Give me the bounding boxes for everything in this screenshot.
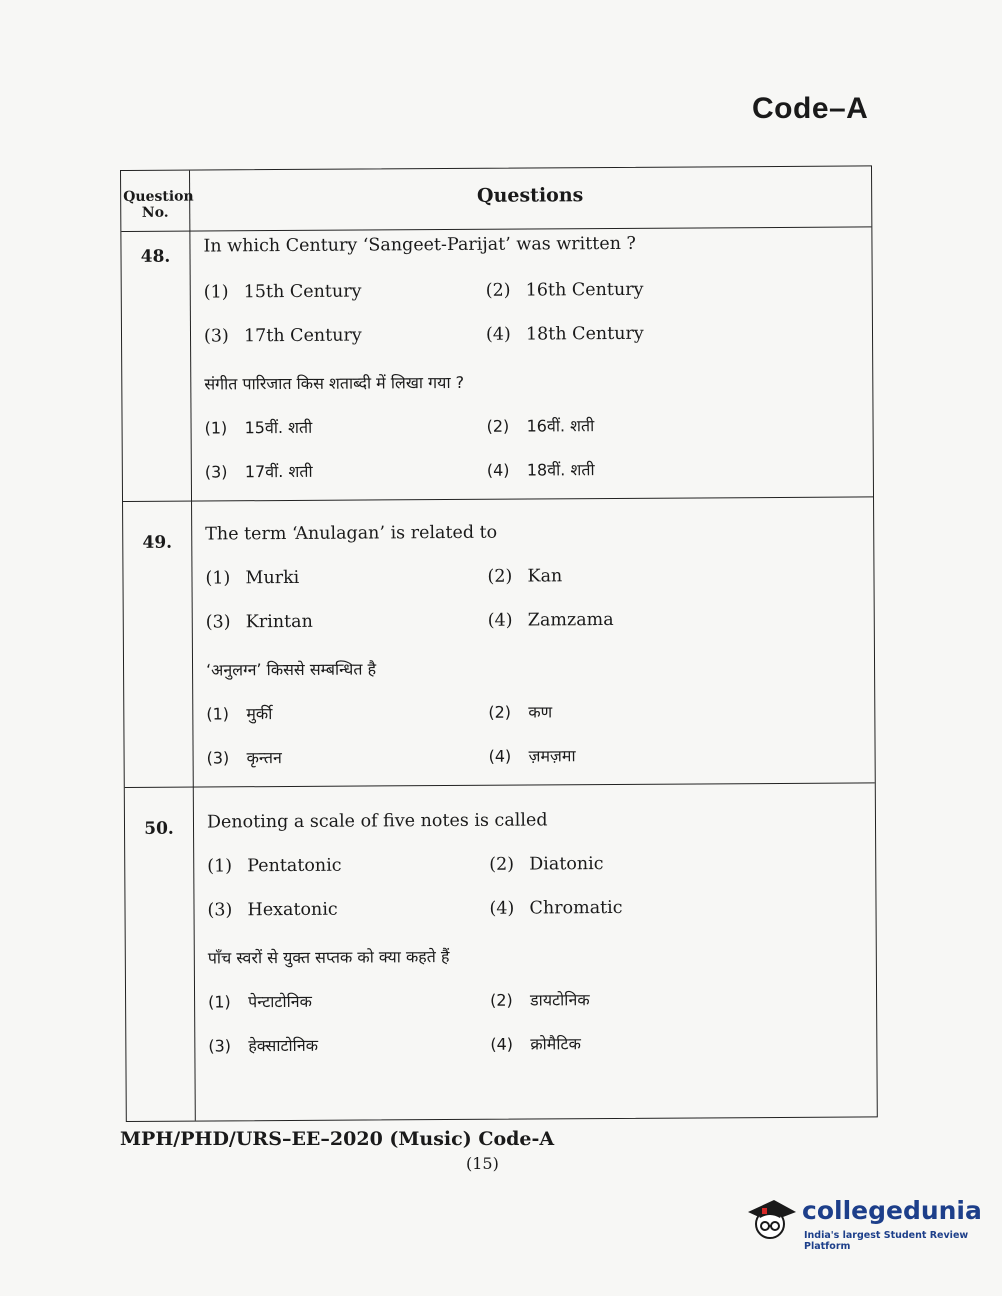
- question-stem-hi: ‘अनुलग्न’ किससे सम्बन्धित है: [205, 659, 377, 680]
- question-number: 48.: [140, 246, 171, 267]
- option-3-en: (3) Krintan: [205, 611, 313, 633]
- option-3-hi: (3) कृन्तन: [206, 748, 282, 768]
- question-stem-en: Denoting a scale of five notes is called: [206, 810, 548, 833]
- logo-name: collegedunia: [802, 1196, 982, 1225]
- option-3-hi: (3) हेक्साटोनिक: [208, 1035, 319, 1056]
- question-number: 50.: [144, 818, 174, 839]
- question-number: 49.: [142, 532, 173, 553]
- option-4-hi: (4) क्रोमैटिक: [490, 1034, 581, 1054]
- option-3-en: (3) Hexatonic: [207, 899, 338, 921]
- question-stem-hi: संगीत पारिजात किस शताब्दी में लिखा गया ?: [204, 372, 465, 394]
- option-1-hi: (1) पेन्टाटोनिक: [208, 991, 312, 1012]
- option-1-hi: (1) 15वीं. शती: [204, 417, 313, 438]
- option-3-en: (3) 17th Century: [203, 325, 362, 347]
- header-question-no: Question No.: [123, 188, 194, 221]
- code-label: Code–A: [752, 92, 869, 125]
- row-divider: [125, 782, 875, 788]
- option-4-en: (4) Chromatic: [489, 897, 623, 919]
- option-1-en: (1) 15th Century: [203, 281, 362, 303]
- option-2-hi: (2) डायटोनिक: [490, 990, 590, 1010]
- footer-code: MPH/PHD/URS–EE–2020 (Music) Code-A: [120, 1128, 555, 1150]
- header-questions: Questions: [476, 184, 584, 207]
- option-4-hi: (4) 18वीं. शती: [486, 460, 595, 480]
- option-1-en: (1) Murki: [205, 567, 300, 589]
- question-stem-en: In which Century ‘Sangeet-Parijat’ was written ?: [203, 233, 636, 257]
- option-2-hi: (2) कण: [488, 702, 553, 722]
- page-number: (15): [466, 1154, 499, 1173]
- question-table: [120, 165, 878, 1122]
- row-divider: [123, 496, 873, 502]
- question-stem-en: The term ‘Anulagan’ is related to: [205, 522, 498, 545]
- option-2-en: (2) Kan: [487, 566, 563, 587]
- option-2-en: (2) Diatonic: [489, 854, 604, 875]
- column-divider: [189, 171, 196, 1121]
- collegedunia-logo: [740, 1190, 980, 1250]
- option-4-en: (4) Zamzama: [487, 609, 614, 631]
- mascot-icon: [740, 1190, 800, 1250]
- option-2-hi: (2) 16वीं. शती: [486, 416, 595, 436]
- question-stem-hi: पाँच स्वरों से युक्त सप्तक को क्या कहते हैं: [207, 947, 450, 968]
- option-2-en: (2) 16th Century: [485, 279, 644, 301]
- option-1-hi: (1) मुर्की: [206, 704, 273, 724]
- option-4-hi: (4) ज़मज़मा: [488, 746, 576, 766]
- header-divider: [121, 226, 871, 232]
- option-3-hi: (3) 17वीं. शती: [204, 461, 313, 482]
- option-1-en: (1) Pentatonic: [207, 855, 342, 877]
- logo-tagline: India's largest Student Review Platform: [804, 1230, 969, 1252]
- option-4-en: (4) 18th Century: [485, 323, 644, 345]
